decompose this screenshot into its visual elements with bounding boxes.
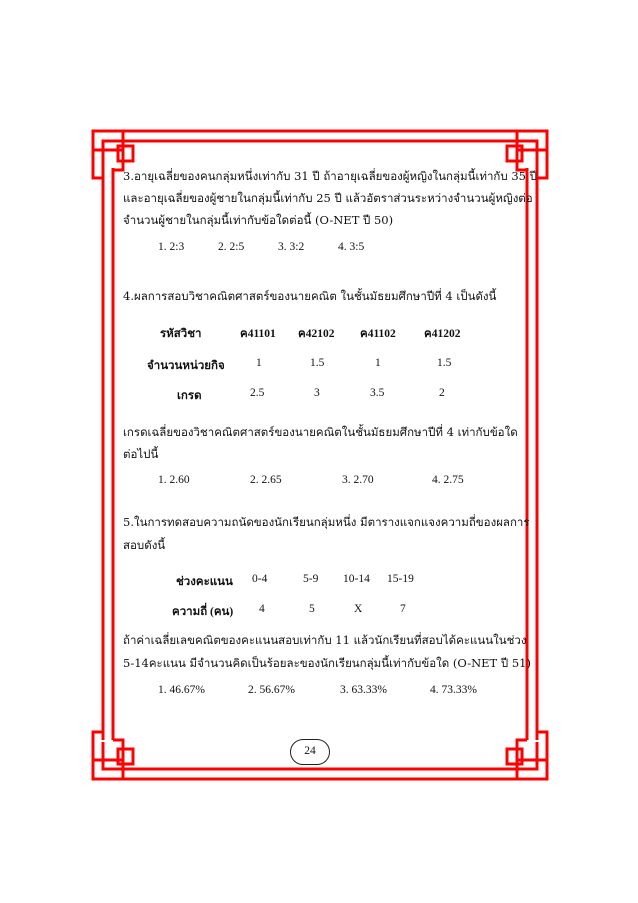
table-header-cell: 10-14 (343, 573, 370, 585)
q3-line-2: และอายุเฉลี่ยของผู้ชายในกลุ่มนี้เท่ากับ 25 ปี แล้วอัตราส่วนระหว่างจำนวนผู้หญิงต่อ (123, 191, 533, 205)
q4-intro: 4.ผลการสอบวิชาคณิตศาสตร์ของนายคณิต ในชั้นมัธยมศึกษาปีที่ 4 เป็นดังนี้ (123, 289, 497, 303)
table-cell: 1.5 (437, 357, 452, 369)
q5-option-4: 4. 73.33% (430, 684, 477, 696)
table-header-cell: รหัสวิชา (160, 328, 202, 340)
table-header-cell: ค41102 (360, 328, 396, 340)
q5-line-1: 5.ในการทดสอบความถนัดของนักเรียนกลุ่มหนึ่ง มีตารางแจกแจงความถี่ของผลการ (123, 515, 530, 529)
table-header-cell: ค41101 (240, 328, 276, 340)
q3-line-3: จำนวนผู้ชายในกลุ่มนี้เท่ากับข้อใดต่อนี้ (O-NET ปี 50) (123, 213, 394, 227)
q3-option-1: 1. 2:3 (158, 241, 185, 253)
table-cell: 1.5 (310, 357, 325, 369)
q3-line-1: 3.อายุเฉลี่ยของคนกลุ่มหนึ่งเท่ากับ 31 ปี ถ้าอายุเฉลี่ยของผู้หญิงในกลุ่มนี้เท่ากับ 35 ปี (123, 169, 537, 183)
table-cell: 5 (309, 603, 315, 615)
table-header-cell: 15-19 (387, 573, 414, 585)
q4-question-line-1: เกรดเฉลี่ยของวิชาคณิตศาสตร์ของนายคณิตในชั้นมัธยมศึกษาปีที่ 4 เท่ากับข้อใด (123, 425, 518, 439)
q5-option-2: 2. 56.67% (248, 684, 295, 696)
table-cell: 7 (400, 603, 406, 615)
table-row-label: เกรด (177, 390, 202, 402)
q4-question-line-2: ต่อไปนี้ (123, 447, 159, 461)
table-header-cell: 5-9 (303, 573, 319, 585)
q4-option-4: 4. 2.75 (432, 474, 464, 486)
table-cell: 2 (439, 387, 445, 399)
table-cell: 4 (259, 603, 265, 615)
table-cell: 2.5 (250, 387, 265, 399)
table-header-cell: ค41202 (424, 328, 461, 340)
q4-option-2: 2. 2.65 (250, 474, 282, 486)
table-cell: 1 (375, 357, 381, 369)
table-row-label: ความถี่ (คน) (172, 606, 234, 618)
table-cell: 3 (314, 387, 320, 399)
q3-option-2: 2. 2:5 (218, 241, 245, 253)
q3-option-4: 4. 3:5 (338, 241, 365, 253)
q4-option-1: 1. 2.60 (158, 474, 190, 486)
q4-option-3: 3. 2.70 (342, 474, 374, 486)
q5-question-line-2: 5-14คะแนน มีจำนวนคิดเป็นร้อยละของนักเรียนกลุ่มนี้เท่ากับข้อใด (O-NET ปี 51) (123, 656, 531, 670)
table-cell: X (354, 603, 363, 615)
q5-option-1: 1. 46.67% (158, 684, 205, 696)
q5-option-3: 3. 63.33% (340, 684, 387, 696)
q3-option-3: 3. 3:2 (278, 241, 305, 253)
page-number: 24 (290, 739, 330, 765)
table-cell: 1 (256, 357, 262, 369)
table-header-cell: ค42102 (298, 328, 335, 340)
table-row-label: จำนวนหน่วยกิจ (147, 360, 225, 372)
q5-line-2: สอบดังนี้ (123, 538, 166, 552)
table-header-cell: ช่วงคะแนน (176, 576, 233, 588)
table-header-cell: 0-4 (252, 573, 268, 585)
table-cell: 3.5 (370, 387, 385, 399)
q5-question-line-1: ถ้าค่าเฉลี่ยเลขคณิตของคะแนนสอบเท่ากับ 11 แล้วนักเรียนที่สอบได้คะแนนในช่วง (123, 633, 527, 647)
